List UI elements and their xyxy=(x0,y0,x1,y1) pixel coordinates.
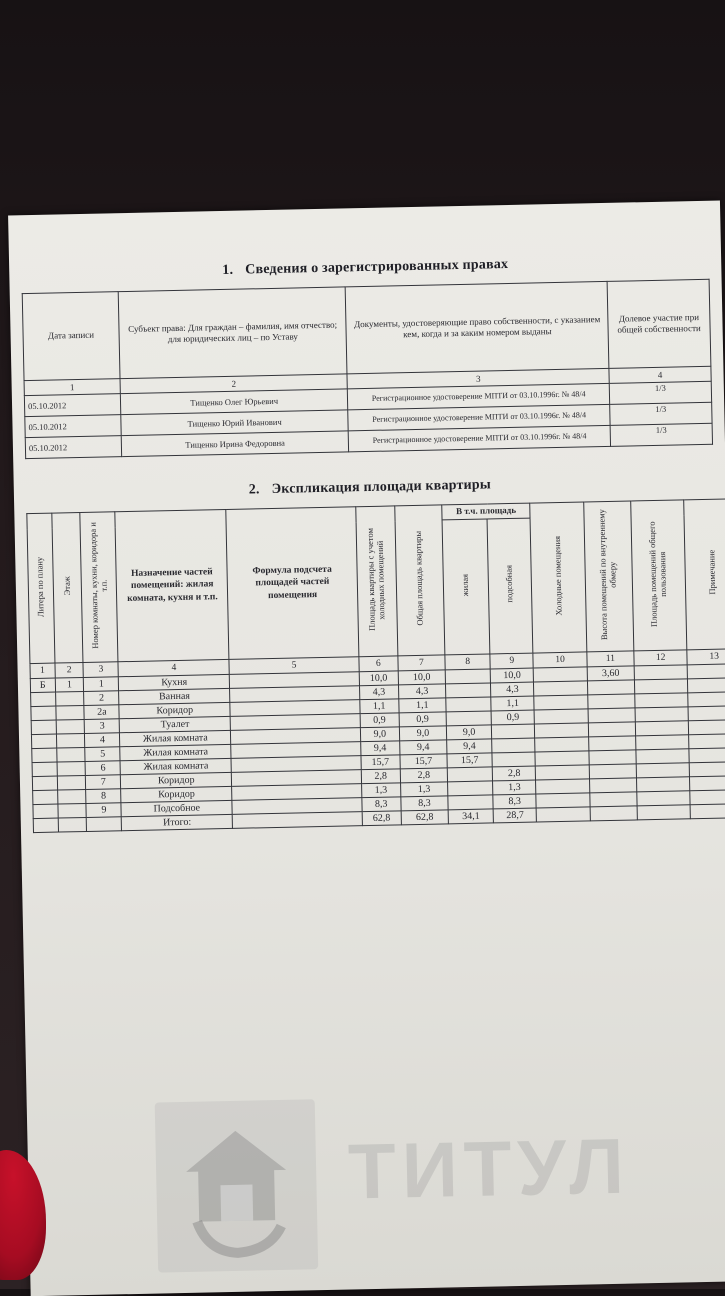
expl-cell-common-use xyxy=(637,791,691,806)
expl-cell-notes xyxy=(690,790,725,805)
section1-title xyxy=(9,253,721,284)
expl-cell-litera xyxy=(33,818,58,833)
rights-colnum: 1 xyxy=(24,379,120,396)
expl-cell-litera xyxy=(32,776,57,791)
expl-cell-area-with-cold: 1,1 xyxy=(360,699,399,714)
header-auxiliary: подсобная xyxy=(487,518,533,654)
expl-cell-height xyxy=(590,792,638,807)
header-height: Высота помещений по внутреннему обмеру xyxy=(584,501,634,652)
rights-header-documents: Документы, удостоверяющие право собственности, с указанием кем, когда и за каким номером выданы xyxy=(346,281,609,373)
expl-cell-litera xyxy=(31,706,56,721)
rights-cell-subject: Тищенко Ирина Федоровна xyxy=(121,431,349,457)
header-litera: Литера по плану xyxy=(27,513,55,663)
expl-cell-floor xyxy=(58,817,87,832)
expl-cell-auxiliary xyxy=(492,752,535,767)
expl-cell-litera xyxy=(33,804,58,819)
rights-cell-date: 05.10.2012 xyxy=(25,415,121,438)
expl-colnum: 13 xyxy=(687,649,725,665)
expl-cell-area-with-cold: 10,0 xyxy=(359,671,398,686)
header-notes: Примечание xyxy=(684,499,725,650)
expl-cell-auxiliary: 1,3 xyxy=(493,780,536,795)
rights-cell-document: Регистрационное удостоверение МПТИ от 03.10.1996г. № 48/4 xyxy=(349,425,611,451)
expl-cell-litera xyxy=(33,790,58,805)
expl-cell-name: Жилая комната xyxy=(120,758,231,774)
expl-cell-total-area: 15,7 xyxy=(400,754,448,769)
expl-cell-height xyxy=(588,708,636,723)
expl-cell-auxiliary xyxy=(492,738,535,753)
expl-cell-notes xyxy=(690,776,725,791)
header-living: жилая xyxy=(442,519,490,655)
expl-colnum: 6 xyxy=(359,656,398,672)
expl-cell-living: 34,1 xyxy=(448,809,493,824)
expl-colnum: 9 xyxy=(490,653,533,669)
expl-cell-litera xyxy=(32,762,57,777)
expl-cell-cold-rooms xyxy=(534,695,588,710)
expl-cell-living: 15,7 xyxy=(447,753,492,768)
header-formula: Формула подсчета площадей частей помещения xyxy=(226,507,359,660)
expl-cell-cold-rooms xyxy=(536,765,590,780)
expl-cell-name: Жилая комната xyxy=(120,730,231,746)
expl-cell-room: 8 xyxy=(86,789,121,804)
expl-cell-living xyxy=(446,711,491,726)
expl-cell-common-use xyxy=(634,679,688,694)
expl-cell-notes xyxy=(689,748,725,763)
expl-cell-height xyxy=(589,778,637,793)
expl-cell-total-area: 2,8 xyxy=(400,768,448,783)
expl-header-row xyxy=(27,499,725,529)
header-floor: Этаж xyxy=(51,513,83,664)
rights-cell-subject: Тищенко Юрий Иванович xyxy=(121,410,349,436)
expl-cell-common-use xyxy=(636,763,690,778)
registered-rights-table xyxy=(22,279,713,459)
expl-colnum: 1 xyxy=(30,663,55,679)
rights-cell-date: 05.10.2012 xyxy=(24,394,120,417)
expl-cell-common-use xyxy=(635,721,689,736)
expl-colnum: 10 xyxy=(533,652,587,668)
rights-cell-date: 05.10.2012 xyxy=(25,436,121,459)
expl-cell-common-use xyxy=(634,665,688,680)
expl-cell-living xyxy=(445,669,490,684)
expl-cell-floor xyxy=(57,789,86,804)
expl-cell-common-use xyxy=(637,777,691,792)
rights-body xyxy=(24,381,712,458)
expl-cell-name: Коридор xyxy=(121,772,232,788)
expl-cell-room xyxy=(87,817,122,832)
expl-cell-cold-rooms xyxy=(536,779,590,794)
expl-cell-living xyxy=(448,795,493,810)
expl-cell-room: 2а xyxy=(84,705,119,720)
expl-cell-floor xyxy=(57,761,86,776)
section2-title-text: Экспликация площади квартиры xyxy=(271,477,492,497)
expl-cell-floor xyxy=(56,705,85,720)
rights-cell-subject: Тищенко Олег Юрьевич xyxy=(120,389,348,415)
expl-cell-height xyxy=(587,680,635,695)
expl-cell-area-with-cold: 2,8 xyxy=(361,769,400,784)
expl-cell-cold-rooms xyxy=(536,793,590,808)
expl-cell-auxiliary: 10,0 xyxy=(490,668,533,683)
expl-cell-common-use xyxy=(635,707,689,722)
expl-cell-height xyxy=(588,694,636,709)
expl-cell-notes xyxy=(691,804,725,819)
expl-cell-height xyxy=(588,736,636,751)
expl-cell-auxiliary: 1,1 xyxy=(491,696,534,711)
expl-cell-cold-rooms xyxy=(535,737,589,752)
expl-cell-living xyxy=(447,767,492,782)
expl-cell-living xyxy=(448,781,493,796)
expl-cell-notes xyxy=(689,720,725,735)
expl-cell-name: Подсобное xyxy=(121,800,232,816)
expl-cell-area-with-cold: 15,7 xyxy=(361,755,400,770)
expl-cell-common-use xyxy=(635,693,689,708)
expl-cell-auxiliary: 2,8 xyxy=(492,766,535,781)
expl-colnum: 7 xyxy=(398,655,446,671)
expl-colnum: 12 xyxy=(634,650,688,666)
expl-cell-litera xyxy=(31,720,56,735)
expl-cell-name: Туалет xyxy=(119,716,230,732)
section1-number: 1. xyxy=(222,262,234,278)
section2-title xyxy=(14,472,725,503)
expl-cell-notes xyxy=(688,692,725,707)
expl-cell-notes xyxy=(688,706,725,721)
expl-cell-room: 3 xyxy=(85,719,120,734)
expl-cell-name: Коридор xyxy=(121,786,232,802)
expl-cell-auxiliary: 0,9 xyxy=(491,710,534,725)
expl-cell-name: Ванная xyxy=(119,688,230,704)
expl-cell-room: 1 xyxy=(84,677,119,692)
expl-cell-room: 4 xyxy=(85,733,120,748)
expl-cell-common-use xyxy=(636,749,690,764)
expl-colnum: 11 xyxy=(587,651,635,667)
expl-cell-area-with-cold: 62,8 xyxy=(362,811,401,826)
expl-cell-height xyxy=(590,806,638,821)
rights-cell-document: Регистрационное удостоверение МПТИ от 03.10.1996г. № 48/4 xyxy=(348,383,610,409)
expl-cell-notes xyxy=(688,678,725,693)
rights-header-row xyxy=(22,279,711,380)
expl-cell-area-with-cold: 9,0 xyxy=(360,727,399,742)
expl-cell-area-with-cold: 4,3 xyxy=(359,685,398,700)
expl-cell-notes xyxy=(690,762,725,777)
expl-cell-litera xyxy=(31,734,56,749)
expl-colnum: 2 xyxy=(55,662,84,678)
expl-cell-living: 9,4 xyxy=(447,739,492,754)
expl-cell-floor xyxy=(56,747,85,762)
header-room-number: Номер комнаты, кухни, коридора и т.п. xyxy=(80,512,118,663)
expl-cell-total-area: 8,3 xyxy=(401,796,449,811)
expl-cell-notes xyxy=(689,734,725,749)
expl-cell-name: Жилая комната xyxy=(120,744,231,760)
expl-cell-cold-rooms xyxy=(534,681,588,696)
expl-cell-cold-rooms xyxy=(535,751,589,766)
expl-cell-total-area: 4,3 xyxy=(398,684,446,699)
expl-cell-floor xyxy=(56,733,85,748)
expl-cell-total-area: 9,0 xyxy=(399,726,447,741)
expl-cell-room: 9 xyxy=(86,803,121,818)
expl-cell-area-with-cold: 0,9 xyxy=(360,713,399,728)
rights-cell-share: 1/3 xyxy=(610,423,712,446)
expl-colnum: 4 xyxy=(118,659,229,676)
watermark-text: ТИТУЛ xyxy=(347,1121,631,1216)
header-total-area: Общая площадь квартиры xyxy=(395,505,445,656)
expl-cell-litera xyxy=(32,748,57,763)
expl-cell-room: 2 xyxy=(84,691,119,706)
expl-cell-height xyxy=(589,750,637,765)
header-area-with-cold: Площадь квартиры с учетом холодных помещений xyxy=(356,506,398,657)
rights-colnum: 2 xyxy=(120,374,348,394)
expl-cell-area-with-cold: 8,3 xyxy=(362,797,401,812)
expl-cell-height xyxy=(589,764,637,779)
expl-colnum: 3 xyxy=(83,662,118,678)
section1-title-text: Сведения о зарегистрированных правах xyxy=(245,256,509,278)
expl-cell-floor xyxy=(56,719,85,734)
expl-cell-room: 6 xyxy=(85,761,120,776)
expl-cell-living: 9,0 xyxy=(446,725,491,740)
section2-number: 2. xyxy=(248,482,260,498)
expl-cell-auxiliary xyxy=(492,724,535,739)
expl-cell-auxiliary: 28,7 xyxy=(493,808,536,823)
expl-cell-formula xyxy=(232,812,362,829)
rights-colnum: 3 xyxy=(347,368,609,388)
document-page xyxy=(8,201,725,1296)
expl-cell-cold-rooms xyxy=(534,709,588,724)
expl-body xyxy=(30,664,725,833)
rights-header-date: Дата записи xyxy=(22,292,120,381)
header-cold-rooms: Холодные помещения xyxy=(530,502,587,653)
rights-colnum: 4 xyxy=(609,366,711,383)
expl-cell-area-with-cold: 1,3 xyxy=(361,783,400,798)
expl-cell-total-area: 0,9 xyxy=(399,712,447,727)
expl-cell-name: Коридор xyxy=(119,702,230,718)
apartment-area-table xyxy=(26,498,725,833)
expl-cell-litera: Б xyxy=(30,678,55,693)
expl-cell-height xyxy=(588,722,636,737)
expl-cell-cold-rooms xyxy=(535,723,589,738)
header-purpose: Назначение частей помещений: жилая комната, кухня и т.п. xyxy=(115,509,229,661)
expl-cell-height: 3,60 xyxy=(587,666,635,681)
rights-header-share: Долевое участие при общей собственности xyxy=(607,279,711,368)
expl-cell-total-area: 9,4 xyxy=(399,740,447,755)
expl-cell-area-with-cold: 9,4 xyxy=(360,741,399,756)
expl-cell-litera xyxy=(31,692,56,707)
rights-cell-document: Регистрационное удостоверение МПТИ от 03.10.1996г. № 48/4 xyxy=(348,404,610,430)
expl-cell-auxiliary: 4,3 xyxy=(491,682,534,697)
expl-cell-total-area: 1,3 xyxy=(400,782,448,797)
expl-cell-room: 7 xyxy=(86,775,121,790)
expl-cell-total-area: 62,8 xyxy=(401,810,449,825)
expl-cell-auxiliary: 8,3 xyxy=(493,794,536,809)
expl-cell-total-area: 1,1 xyxy=(399,698,447,713)
expl-cell-common-use xyxy=(637,805,691,820)
expl-cell-common-use xyxy=(636,735,690,750)
expl-colnum: 5 xyxy=(229,657,359,675)
expl-cell-room: 5 xyxy=(85,747,120,762)
header-incl-area: В т.ч. площадь xyxy=(442,503,531,520)
expl-cell-floor xyxy=(55,691,84,706)
expl-cell-cold-rooms xyxy=(536,807,590,822)
expl-cell-living xyxy=(446,697,491,712)
expl-cell-living xyxy=(446,683,491,698)
expl-cell-name: Кухня xyxy=(119,674,230,690)
header-common-use: Площадь помещений общего пользования xyxy=(631,500,688,651)
expl-cell-floor xyxy=(57,775,86,790)
rights-cell-share: 1/3 xyxy=(610,402,712,425)
house-in-hand-logo-icon xyxy=(155,1099,319,1272)
expl-cell-floor xyxy=(58,803,87,818)
expl-cell-floor: 1 xyxy=(55,677,84,692)
expl-cell-notes xyxy=(688,664,725,679)
expl-cell-total-area: 10,0 xyxy=(398,670,446,685)
expl-cell-cold-rooms xyxy=(534,667,588,682)
rights-cell-share: 1/3 xyxy=(609,381,711,404)
expl-cell-name: Итого: xyxy=(122,814,233,830)
expl-colnum: 8 xyxy=(445,654,491,670)
rights-header-subject: Субъект права: Для граждан – фамилия, имя отчество; для юридических лиц – по Уставу xyxy=(118,287,347,379)
